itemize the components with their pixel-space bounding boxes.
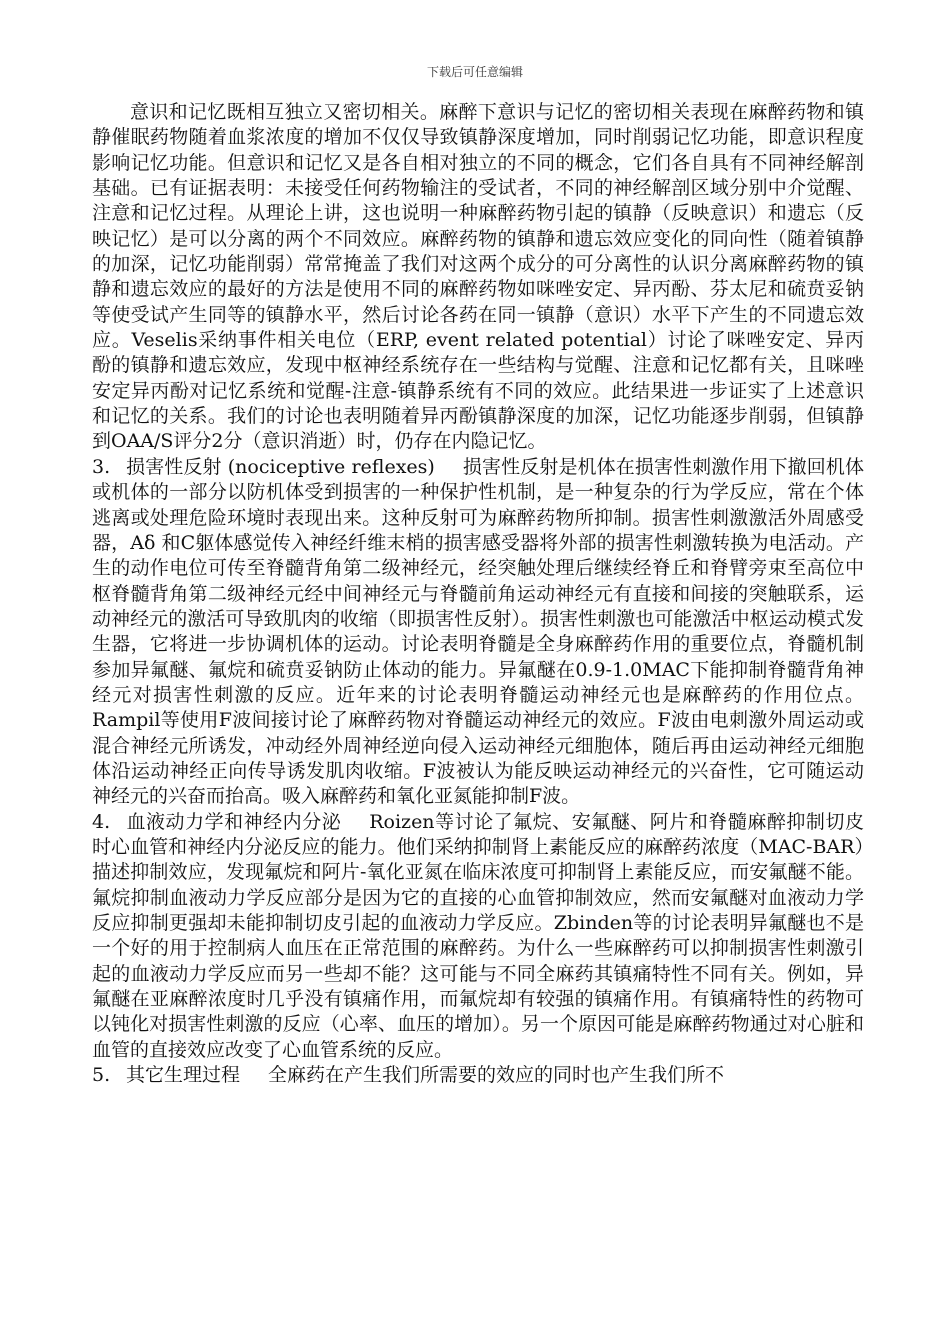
section-number: 3. (92, 455, 111, 478)
section-title: 血液动力学和神经内分泌 (126, 810, 342, 833)
section-text: 全麻药在产生我们所需要的效应的同时也产生我们所不 (268, 1064, 725, 1087)
document-body (92, 100, 864, 1088)
section-number: 5. (92, 1064, 111, 1087)
section-text: 损害性反射是机体在损害性刺激作用下撤回机体或机体的一部分以防机体受到损害的一种保护性机制，是一种复杂的行为学反应，常在个体逃离或处理危险环境时表现出来。这种反射可为麻醉药物所抑制。损害性刺激激活外周感受器，Aδ 和C躯体感觉传入神经纤维末梢的损害感受器将外部的损害性刺激转换为电活动。产生的动作电位可传至脊髓背角第二级神经元，经突触处理后继续经脊丘和脊臂旁束至高位中枢脊髓背角第二级神经元经中间神经元与脊髓前角运动神经元有直接和间接的突触联系，运动神经元的激活可导致肌肉的收缩（即损害性反射）。损害性刺激也可能激活中枢运动模式发生器，它将进一步协调机体的运动。讨论表明脊髓是全身麻醉药作用的重要位点，脊髓机制参加异氟醚、氟烷和硫贲妥钠防止体动的能力。异氟醚在0.9-1.0MAC下能抑制脊髓背角神经元对损害性刺激的反应。近年来的讨论表明脊髓运动神经元也是麻醉药的作用位点。Rampil等使用F波间接讨论了麻醉药物对脊髓运动神经元的效应。F波由电刺激外周运动或混合神经元所诱发，冲动经外周神经逆向侵入运动神经元细胞体，随后再由运动神经元细胞体沿运动神经正向传导诱发肌肉收缩。F波被认为能反映运动神经元的兴奋性，它可随运动神经元的兴奋而抬高。吸入麻醉药和氧化亚氮能抑制F波。 (92, 455, 864, 808)
section-other-physiology (92, 1063, 864, 1088)
paragraph-consciousness-memory: 意识和记忆既相互独立又密切相关。麻醉下意识与记忆的密切相关表现在麻醉药物和镇静催眠药物随着血浆浓度的增加不仅仅导致镇静深度增加，同时削弱记忆功能，即意识程度影响记忆功能。但意识和记忆又是各自相对独立的不同的概念，它们各自具有不同神经解剖基础。已有证据表明：未接受任何药物输注的受试者，不同的神经解剖区域分别中介觉醒、注意和记忆过程。从理论上讲，这也说明一种麻醉药物引起的镇静（反映意识）和遗忘（反映记忆）是可以分离的两个不同效应。麻醉药物的镇静和遗忘效应变化的同向性（随着镇静的加深，记忆功能削弱）常常掩盖了我们对这两个成分的可分离性的认识分离麻醉药物的镇静和遗忘效应的最好的方法是使用不同的麻醉药物如咪唑安定、异丙酚、芬太尼和硫贲妥钠等使受试产生同等的镇静水平，然后讨论各药在同一镇静（意识）水平下产生的不同遗忘效应。Veselis采纳事件相关电位（ERP, event related potential）讨论了咪唑安定、异丙酚的镇静和遗忘效应，发现中枢神经系统存在一些结构与觉醒、注意和记忆都有关，且咪唑安定异丙酚对记忆系统和觉醒-注意-镇静系统有不同的效应。此结果进一步证实了上述意识和记忆的关系。我们的讨论也表明随着异丙酚镇静深度的加深，记忆功能逐步削弱，但镇静到OAA/S评分2分（意识消逝）时，仍存在内隐记忆。 (92, 101, 864, 453)
section-title: 其它生理过程 (126, 1064, 241, 1087)
section-hemodynamics-neuroendocrine (92, 810, 864, 1063)
page-header: 下载后可任意编辑 (426, 65, 523, 79)
section-nociceptive-reflexes (92, 455, 864, 810)
section-title: 损害性反射 (nociceptive reflexes) (126, 455, 435, 478)
section-number: 4. (92, 810, 111, 833)
section-text: Roizen等讨论了氟烷、安氟醚、阿片和脊髓麻醉抑制切皮时心血管和神经内分泌反应的能力。他们采纳抑制肾上素能反应的麻醉药浓度（MAC-BAR）描述抑制效应，发现氟烷和阿片-氧化亚氮在临床浓度可抑制肾上素能反应，而安氟醚不能。氟烷抑制血液动力学反应部分是因为它的直接的心血管抑制效应，然而安氟醚对血液动力学反应抑制更强却未能抑制切皮引起的血液动力学反应。Zbinden等的讨论表明异氟醚也不是一个好的用于控制病人血压在正常范围的麻醉药。为什么一些麻醉药可以抑制损害性刺激引起的血液动力学反应而另一些却不能？这可能与不同全麻药其镇痛特性不同有关。例如，异氟醚在亚麻醉浓度时几乎没有镇痛作用，而氟烷却有较强的镇痛作用。有镇痛特性的药物可以钝化对损害性刺激的反应（心率、血压的增加）。另一个原因可能是麻醉药物通过对心脏和血管的直接效应改变了心血管系统的反应。 (92, 810, 864, 1061)
